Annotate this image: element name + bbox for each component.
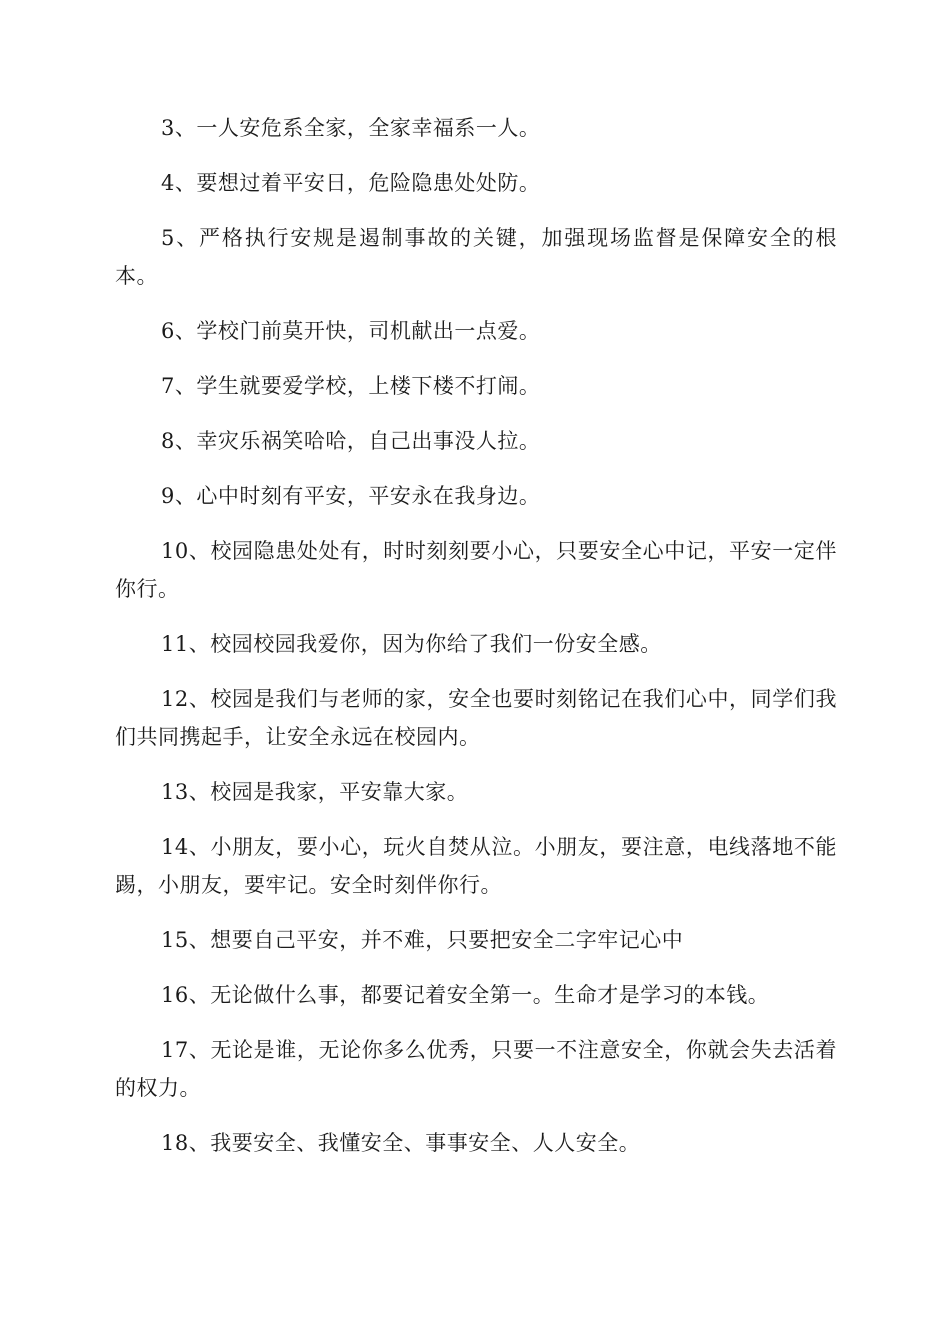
paragraph-3: 3、一人安危系全家，全家幸福系一人。 — [161, 116, 541, 140]
paragraph-17: 17、无论是谁，无论你多么优秀，只要一不注意安全，你就会失去活着的权力。 — [115, 1038, 837, 1100]
document-body — [115, 109, 837, 1179]
paragraph-15: 15、想要自己平安，并不难，只要把安全二字牢记心中 — [161, 928, 684, 952]
paragraph-5: 5、严格执行安规是遏制事故的关键，加强现场监督是保障安全的根本。 — [115, 226, 837, 288]
paragraph-16: 16、无论做什么事，都要记着安全第一。生命才是学习的本钱。 — [161, 983, 770, 1007]
paragraph-4: 4、要想过着平安日，危险隐患处处防。 — [161, 171, 541, 195]
paragraph-7: 7、学生就要爱学校，上楼下楼不打闹。 — [161, 374, 541, 398]
paragraph-12: 12、校园是我们与老师的家，安全也要时刻铭记在我们心中，同学们我们共同携起手，让安全永远在校园内。 — [115, 687, 837, 749]
paragraph-11: 11、校园校园我爱你，因为你给了我们一份安全感。 — [161, 632, 662, 656]
paragraph-18: 18、我要安全、我懂安全、事事安全、人人安全。 — [161, 1131, 641, 1155]
paragraph-8: 8、幸灾乐祸笑哈哈，自己出事没人拉。 — [161, 429, 541, 453]
paragraph-6: 6、学校门前莫开快，司机献出一点爱。 — [161, 319, 541, 343]
paragraph-9: 9、心中时刻有平安，平安永在我身边。 — [161, 484, 541, 508]
paragraph-13: 13、校园是我家，平安靠大家。 — [161, 780, 469, 804]
paragraph-10: 10、校园隐患处处有，时时刻刻要小心，只要安全心中记，平安一定伴你行。 — [115, 539, 837, 601]
paragraph-14: 14、小朋友，要小心，玩火自焚从泣。小朋友，要注意，电线落地不能踢，小朋友，要牢记。安全时刻伴你行。 — [115, 835, 837, 897]
